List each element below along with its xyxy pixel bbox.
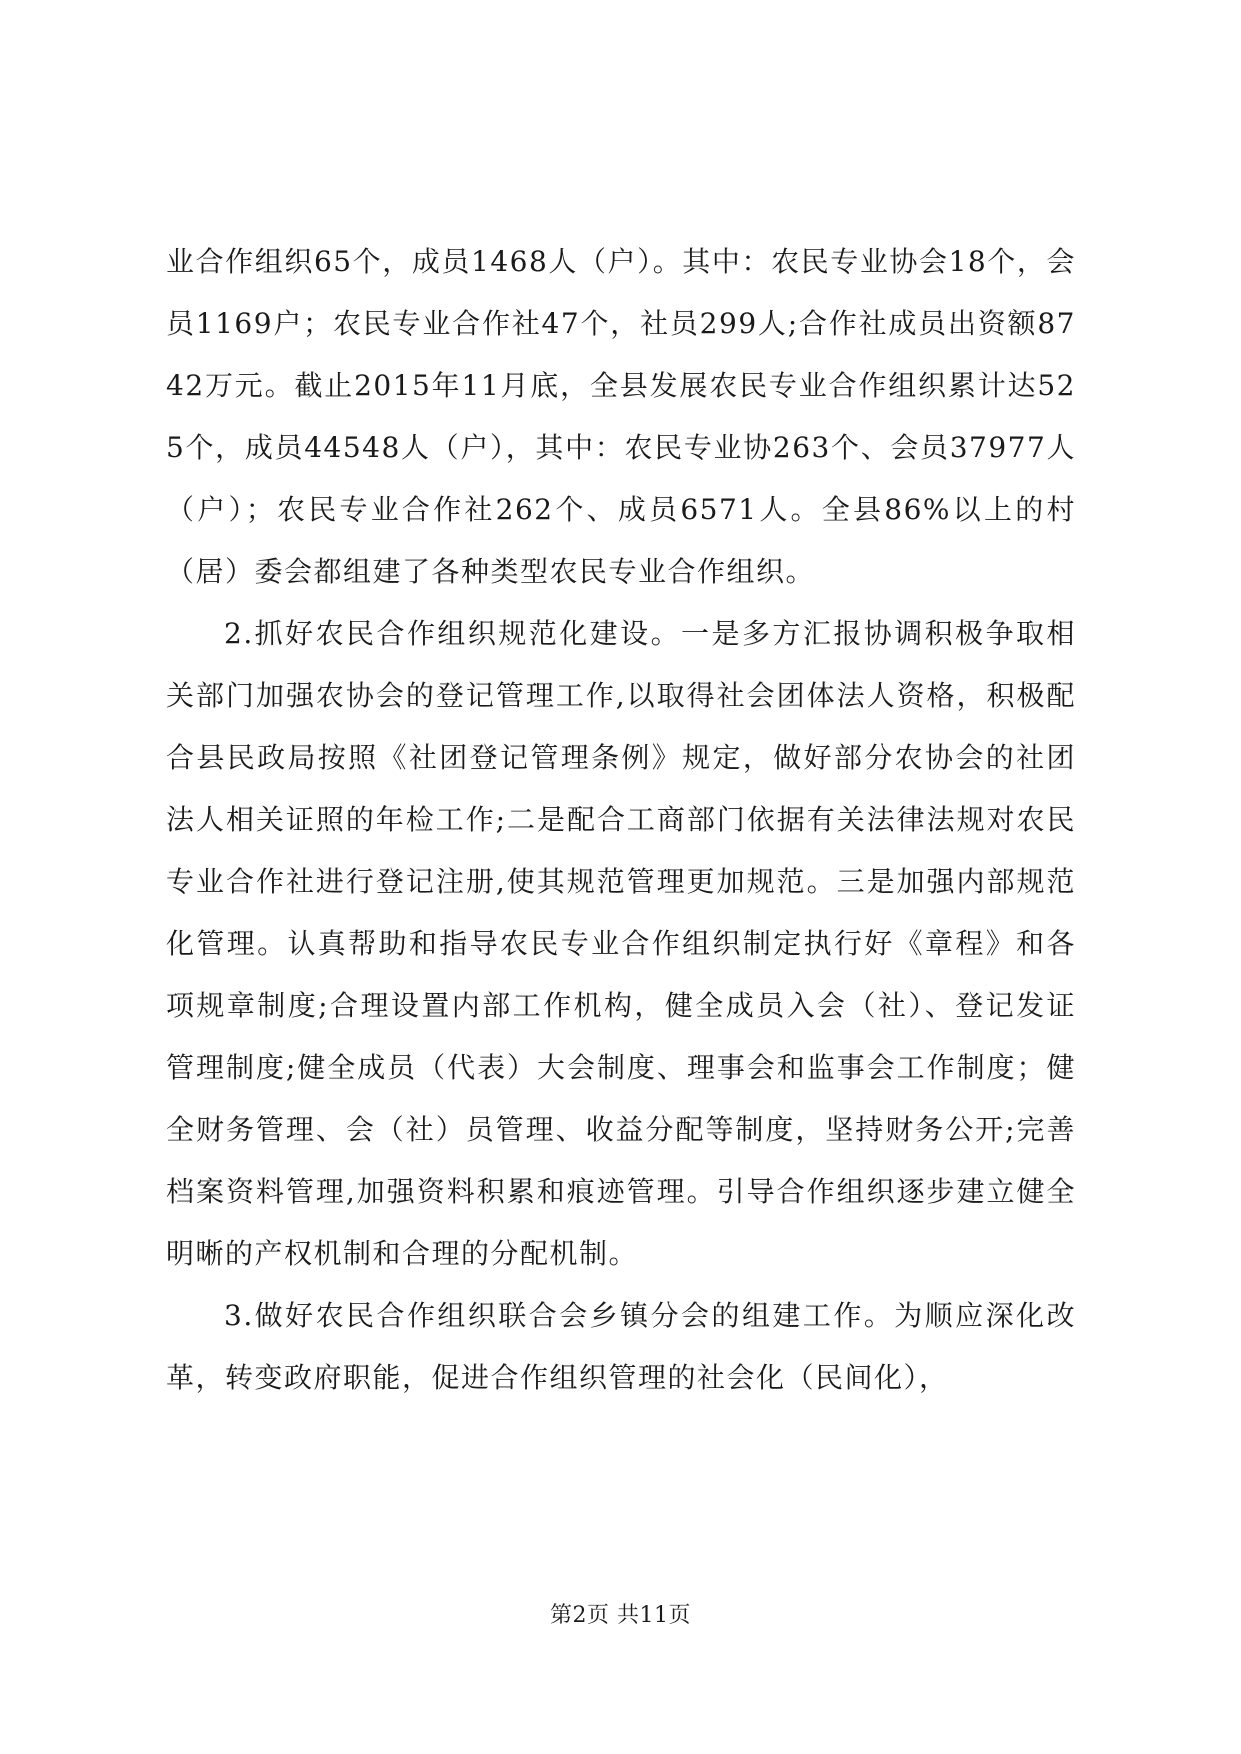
paragraph-2: 2.抓好农民合作组织规范化建设。一是多方汇报协调积极争取相关部门加强农协会的登记管理工作,以取得社会团体法人资格，积极配合县民政局按照《社团登记管理条例》规定，做好部分农协会的社团法人相关证照的年检工作;二是配合工商部门依据有关法律法规对农民专业合作社进行登记注册,使其规范管理更加规范。三是加强内部规范化管理。认真帮助和指导农民专业合作组织制定执行好《章程》和各项规章制度;合理设置内部工作机构，健全成员入会（社）、登记发证管理制度;健全成员（代表）大会制度、理事会和监事会工作制度；健全财务管理、会（社）员管理、收益分配等制度，坚持财务公开;完善档案资料管理,加强资料积累和痕迹管理。引导合作组织逐步建立健全明晰的产权机制和合理的分配机制。 xyxy=(166,617,1076,1270)
page-footer: 第2页 共11页 xyxy=(550,1603,691,1628)
paragraph-3: 3.做好农民合作组织联合会乡镇分会的组建工作。为顺应深化改革，转变政府职能，促进合作组织管理的社会化（民间化）， xyxy=(166,1299,1076,1394)
paragraph-1: 业合作组织65个，成员1468人（户）。其中：农民专业协会18个，会员1169户；农民专业合作社47个，社员299人;合作社成员出资额8742万元。截止2015年11月底，全县发展农民专业合作组织累计达525个，成员44548人（户），其中：农民专业协263个、会员37977人（户）；农民专业合作社262个、成员6571人。全县86%以上的村（居）委会都组建了各种类型农民专业合作组织。 xyxy=(166,245,1076,588)
document-body xyxy=(166,231,1076,1409)
